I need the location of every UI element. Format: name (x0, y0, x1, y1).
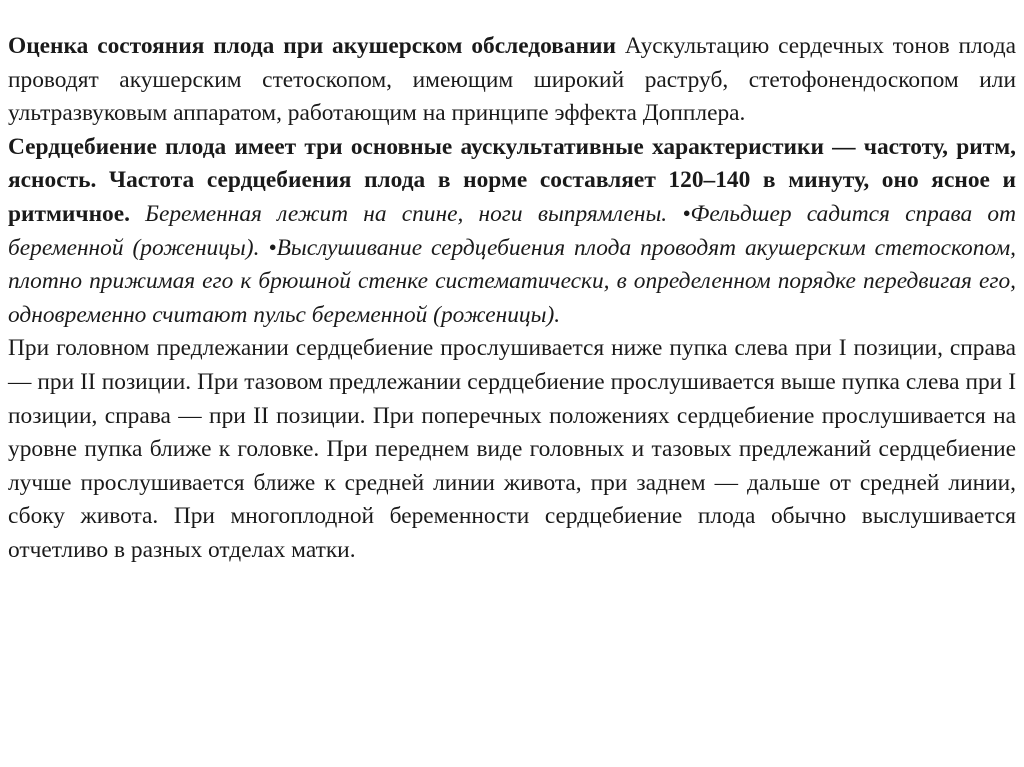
paragraph-auscultation-positions (8, 332, 1016, 567)
italic-procedure: Беременная лежит на спине, ноги выпрямлены. •Фельдшер садится справа от беременной (роженицы). •Выслушивание сердцебиения плода проводят акушерским стетоскопом, плотно прижимая его к брюшной стенке систематически, в определенном порядке передвигая его, одновременно считают пульс беременной (роженицы). (8, 200, 1016, 328)
paragraph-text: Аускультацию сердечных тонов плода проводят акушерским стетоскопом, имеющим широкий раструб, стетофонендоскопом или ультразвуковым аппаратом, работающим на принципе эффекта Допплера. (8, 33, 1016, 127)
paragraph-heartbeat-characteristics (8, 131, 1016, 333)
section-heading: Оценка состояния плода при акушерском обследовании (8, 33, 616, 59)
bold-statement: Сердцебиение плода имеет три основные аускультативные характеристики — частоту, ритм, ясность. Частота сердцебиения плода в норме составляет 120–140 в минуту, оно ясное и ритмичное. (8, 133, 1016, 227)
paragraph-text: При головном предлежании сердцебиение прослушивается ниже пупка слева при I позиции, справа — при II позиции. При тазовом предлежании сердцебиение прослушивается выше пупка слева при I позиции, справа — при II позиции. При поперечных положениях сердцебиение прослушивается на уровне пупка ближе к головке. При переднем виде головных и тазовых предлежаний сердцебиение лучше прослушивается ближе к средней линии живота, при заднем — дальше от средней линии, сбоку живота. При многоплодной беременности сердцебиение плода обычно выслушивается отчетливо в разных отделах матки. (8, 335, 1016, 563)
document-body (8, 30, 1016, 568)
paragraph-fetal-assessment (8, 30, 1016, 131)
